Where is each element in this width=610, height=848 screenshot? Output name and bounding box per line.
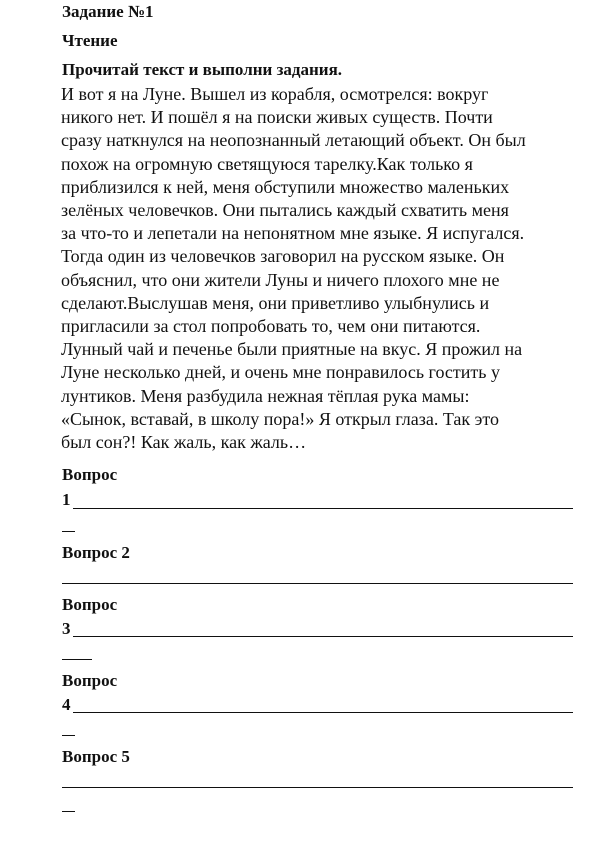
answer-line-5-continuation[interactable] <box>62 811 75 812</box>
text-line: никого нет. И пошёл я на поиски живых существ. Почти <box>61 107 493 128</box>
question-4-label: Вопрос <box>62 671 118 690</box>
answer-line-4-continuation[interactable] <box>62 735 75 736</box>
question-4-number: 4 <box>62 695 71 714</box>
text-line: Тогда один из человечков заговорил на русском языке. Он <box>61 246 505 267</box>
answer-line-4[interactable] <box>73 712 573 713</box>
text-line: сразу наткнулся на неопознанный летающий объект. Он был <box>61 130 526 151</box>
answer-line-5[interactable] <box>62 787 573 788</box>
section-title: Чтение <box>62 31 118 50</box>
answer-line-3[interactable] <box>73 636 573 637</box>
text-line: объяснил, что они жители Луны и ничего плохого мне не <box>61 269 500 290</box>
question-3-label: Вопрос <box>62 595 118 614</box>
answer-line-2[interactable] <box>62 583 573 584</box>
question-1-label: Вопрос <box>62 465 118 484</box>
text-line: приблизился к ней, меня обступили множество маленьких <box>61 176 510 197</box>
text-line: за что-то и лепетали на непонятном мне языке. Я испугался. <box>61 223 525 244</box>
answer-line-1-continuation[interactable] <box>62 531 75 532</box>
task-title: Задание №1 <box>62 2 154 21</box>
question-2-label: Вопрос 2 <box>62 543 130 562</box>
text-line: зелёных человечков. Они пытались каждый схватить меня <box>61 200 509 221</box>
text-line: пригласили за стол попробовать то, чем они питаются. <box>61 316 481 337</box>
answer-line-3-continuation[interactable] <box>62 659 92 660</box>
question-5-label: Вопрос 5 <box>62 747 130 766</box>
text-line: И вот я на Луне. Вышел из корабля, осмотрелся: вокруг <box>61 84 489 104</box>
question-3-number: 3 <box>62 619 71 638</box>
instruction: Прочитай текст и выполни задания. <box>62 60 343 79</box>
text-line: похож на огромную светящуюся тарелку.Как только я <box>61 153 473 174</box>
question-1-number: 1 <box>62 490 71 509</box>
text-line: был сон?! Как жаль, как жаль… <box>61 432 307 453</box>
text-line: сделают.Выслушав меня, они приветливо улыбнулись и <box>61 292 490 313</box>
answer-line-1[interactable] <box>73 508 573 509</box>
text-line: Лунный чай и печенье были приятные на вкус. Я прожил на <box>61 339 523 360</box>
text-line: «Сынок, вставай, в школу пора!» Я открыл глаза. Так это <box>61 408 500 429</box>
text-line: Луне несколько дней, и очень мне понравилось гостить у <box>61 362 500 383</box>
reading-text <box>61 83 581 454</box>
text-line: лунтиков. Меня разбудила нежная тёплая рука мамы: <box>61 385 470 406</box>
